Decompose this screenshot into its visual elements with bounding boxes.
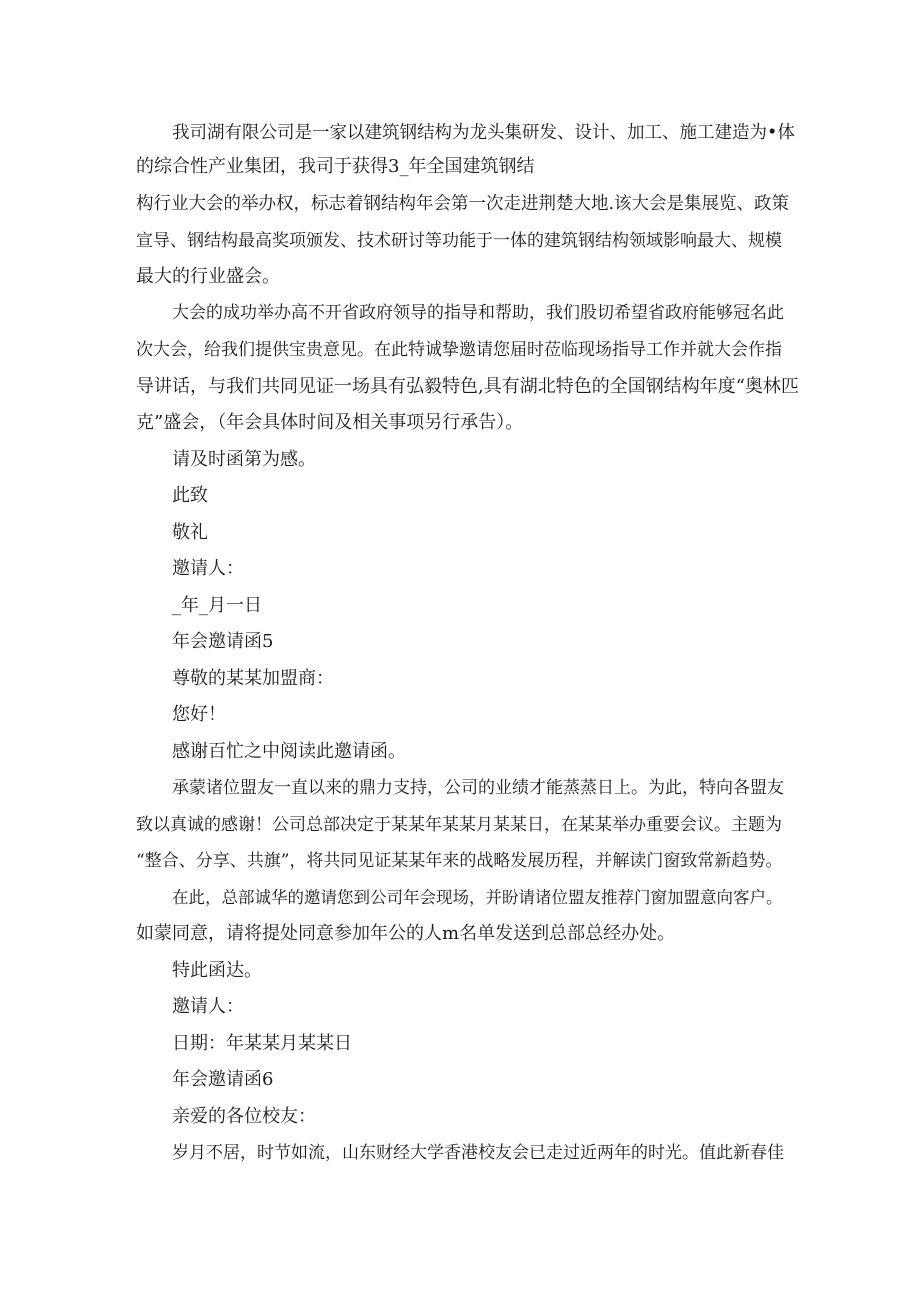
paragraph-line: 克”盛会，（年会具体时间及相关事项另行承告）。 bbox=[136, 412, 524, 433]
paragraph-line: 特此函达。 bbox=[172, 960, 262, 981]
salutation-line: 此致 bbox=[172, 485, 208, 506]
signature-label: 邀请人： bbox=[172, 996, 244, 1017]
paragraph-line: 岁月不居，时节如流，山东财经大学香港校友会已走过近两年的时光。值此新春佳 bbox=[172, 1143, 784, 1163]
paragraph-line: 在此，总部诚华的邀请您到公司年会现场，并盼请诸位盟友推荐门窗加盟意向客户。 bbox=[172, 888, 783, 907]
paragraph-line: 如蒙同意，请将提处同意参加年公的人m名单发送到总部总经办处。 bbox=[136, 923, 676, 944]
paragraph-line: 导讲话，与我们共同见证一场具有弘毅特色,具有湖北特色的全国钢结构年度“奥林匹 bbox=[136, 376, 799, 397]
date-line: 日期：年某某月某某日 bbox=[172, 1033, 352, 1054]
greeting-line: 您好！ bbox=[172, 704, 226, 725]
greeting-line: 亲爱的各位校友： bbox=[172, 1106, 316, 1127]
paragraph-line: 宣导、钢结构最高奖项颁发、技术研讨等功能于一体的建筑钢结构领域影响最大、规模 bbox=[136, 231, 782, 251]
paragraph-line: 致以真诚的感谢！公司总部决定于某某年某某月某某日，在某某举办重要会议。主题为 bbox=[136, 815, 782, 835]
section-heading: 年会邀请函5 bbox=[172, 631, 274, 652]
signature-label: 邀请人： bbox=[172, 558, 244, 579]
paragraph-line: 的综合性产业集团，我司于获得3_年全国建筑钢结 bbox=[136, 156, 535, 177]
paragraph-line: 请及时函第为感。 bbox=[172, 449, 316, 470]
paragraph-line: 承蒙诸位盟友一直以来的鼎力支持，公司的业绩才能蒸蒸日上。为此，特向各盟友 bbox=[172, 778, 784, 798]
paragraph-line: 最大的行业盛会。 bbox=[136, 266, 280, 287]
paragraph-line: 构行业大会的举办权，标志着钢结构年会第一次走进荆楚大地.该大会是集展览、政策 bbox=[136, 194, 790, 214]
section-heading: 年会邀请函6 bbox=[172, 1069, 274, 1090]
paragraph-line: 大会的成功举办高不开省政府领导的指导和帮助，我们股切希望省政府能够冠名此 bbox=[172, 303, 784, 323]
salutation-line: 敬礼 bbox=[172, 522, 208, 543]
paragraph-line: 感谢百忙之中阅读此邀请函。 bbox=[172, 741, 406, 762]
date-line: _年_月一日 bbox=[172, 595, 262, 616]
greeting-line: 尊敬的某某加盟商： bbox=[172, 668, 334, 689]
paragraph-line: 次大会，给我们提供宝贵意见。在此特诚挚邀请您届时莅临现场指导工作并就大会作指 bbox=[136, 340, 782, 360]
paragraph-line: 我司湖有限公司是一家以建筑钢结构为龙头集研发、设计、加工、施工建造为•体 bbox=[172, 123, 795, 143]
paragraph-line: “整合、分享、共旗”，将共同见证某某年来的战略发展历程，并解读门窗致常新趋势。 bbox=[136, 851, 783, 871]
